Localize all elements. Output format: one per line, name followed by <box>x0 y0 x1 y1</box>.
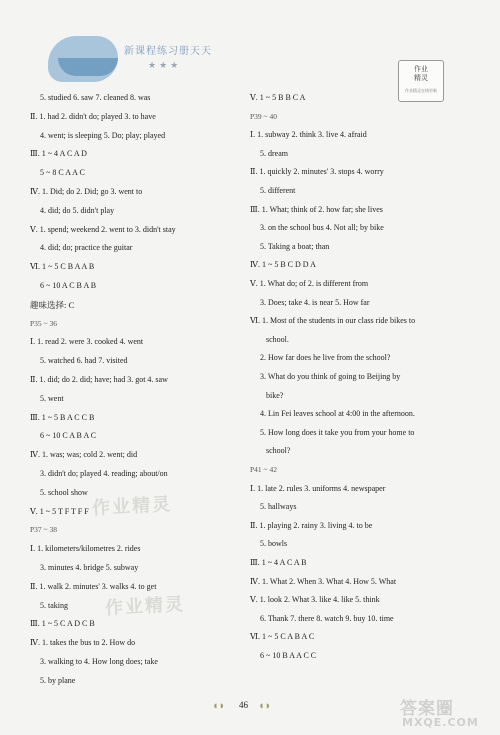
answer-line: school? <box>266 446 291 456</box>
answer-line: 趣味选择: C <box>30 299 75 310</box>
answer-line: 5. different <box>260 186 296 195</box>
answer-line: 6 ~ 10 B A A C C <box>260 651 317 660</box>
banner-title: 新课程练习册天天 <box>124 46 212 57</box>
page-range-label: P39 ~ 40 <box>250 111 277 121</box>
logo-text: 答案圈 <box>400 699 454 719</box>
answer-line: 5. studied 6. saw 7. cleaned 8. was <box>40 93 151 102</box>
answer-line: Ⅰ. 1. late 2. rules 3. uniforms 4. newspaper <box>250 483 386 493</box>
logo-url: MXQE.COM <box>402 716 479 729</box>
answer-line: Ⅴ. 1. look 2. What 3. like 4. like 5. think <box>250 595 380 605</box>
answer-line: 3. Does; take 4. is near 5. How far <box>260 297 370 307</box>
answer-line: Ⅲ. 1. What; think of 2. how far; she lives <box>250 204 383 214</box>
answer-line: Ⅱ. 1. had 2. didn't do; played 3. to have <box>30 111 156 121</box>
wave-decoration-icon <box>58 58 118 76</box>
answer-line: Ⅳ. 1. takes the bus to 2. How do <box>30 638 136 648</box>
answer-line: 5. bowls <box>260 539 288 549</box>
page-range-label: P35 ~ 36 <box>30 318 57 328</box>
answer-line: 3. didn't do; played 4. reading; about/on <box>40 469 168 478</box>
answer-line: Ⅰ. 1. kilometers/kilometres 2. rides <box>30 544 141 554</box>
answer-line: 5 ~ 8 C A A C <box>40 168 85 178</box>
answer-line: school. <box>266 334 289 344</box>
answer-line: 5. by plane <box>40 675 76 685</box>
answer-line: Ⅴ. 1 ~ 5 T F T F F <box>30 506 89 516</box>
answer-line: 6 ~ 10 C A B A C <box>40 431 97 441</box>
badge-line-1: 作业 <box>414 65 428 73</box>
answer-line: 4. Lin Fei leaves school at 4:00 in the afternoon. <box>260 409 415 419</box>
answer-line: 3. What do you think of going to Beijing by <box>260 372 401 381</box>
answer-line: 5. went <box>40 393 64 403</box>
answer-line: 5. hallways <box>260 502 297 512</box>
answer-line: Ⅰ. 1. read 2. were 3. cooked 4. went <box>30 337 144 347</box>
answer-line: 5. school show <box>40 487 88 497</box>
answer-line: 4. did; do; practice the guitar <box>40 243 133 253</box>
answer-line: 4. did; do 5. didn't play <box>40 205 115 215</box>
watermark: 作业精灵 <box>91 493 173 520</box>
answer-line: Ⅰ. 1. subway 2. think 3. live 4. afraid <box>250 130 367 140</box>
answer-line: Ⅵ. 1 ~ 5 C B A A B <box>30 262 95 272</box>
badge-line-2: 精灵 <box>414 74 428 82</box>
page-range-label: P37 ~ 38 <box>30 525 57 535</box>
page-number: 46 <box>239 700 248 710</box>
answer-line: Ⅱ. 1. did; do 2. did; have; had 3. got 4. saw <box>30 375 168 384</box>
fish-icon: ◖◗ <box>258 700 272 712</box>
answer-line: Ⅳ. 1. was; was; cold 2. went; did <box>30 450 138 460</box>
watermark: 作业精灵 <box>104 593 186 620</box>
answer-line: Ⅲ. 1 ~ 4 A C A D <box>30 149 87 159</box>
answer-line: Ⅲ. 1 ~ 4 A C A B <box>250 558 307 567</box>
header-banner <box>48 28 218 88</box>
answer-line: Ⅴ. 1 ~ 5 B B C A <box>250 93 306 102</box>
answer-line: 3. on the school bus 4. Not all; by bike <box>260 223 384 233</box>
answer-line: Ⅵ. 1 ~ 5 C A B A C <box>250 632 315 642</box>
answer-line: 6 ~ 10 A C B A B <box>40 281 97 290</box>
answer-line: bike? <box>266 390 284 400</box>
fish-icon: ◖◗ <box>212 700 226 712</box>
answer-line: Ⅴ. 1. spend; weekend 2. went to 3. didn't stay <box>30 224 176 234</box>
homework-badge <box>398 60 444 102</box>
answer-line: 3. walking to 4. How long does; take <box>40 657 158 666</box>
answer-line: 2. How far does he live from the school? <box>260 353 391 363</box>
answer-line: 5. watched 6. had 7. visited <box>40 356 128 366</box>
answer-line: Ⅲ. 1 ~ 5 B A C C B <box>30 412 95 422</box>
answer-line: 5. taking <box>40 600 68 610</box>
answer-line: Ⅳ. 1. Did; do 2. Did; go 3. went to <box>30 187 143 196</box>
answer-line: Ⅴ. 1. What do; of 2. is different from <box>250 279 369 288</box>
answer-line: Ⅳ. 1. What 2. When 3. What 4. How 5. What <box>250 576 397 586</box>
answer-line: 6. Thank 7. there 8. watch 9. buy 10. time <box>260 613 394 623</box>
answer-line: 4. went; is sleeping 5. Do; play; played <box>40 130 166 140</box>
badge-subtitle: 作业精灵在线更新 <box>405 88 437 93</box>
answer-line: Ⅱ. 1. walk 2. minutes' 3. walks 4. to get <box>30 581 157 591</box>
page-range-label: P41 ~ 42 <box>250 465 277 474</box>
answer-line: 5. dream <box>260 148 288 158</box>
answer-line: Ⅲ. 1 ~ 5 C A D C B <box>30 619 95 629</box>
site-logo <box>400 694 494 732</box>
answer-line: 5. Taking a boat; than <box>260 241 330 251</box>
answer-line: Ⅵ. 1. Most of the students in our class ride bikes to <box>250 316 416 326</box>
stars-icon: ★★★ <box>148 60 182 70</box>
answer-line: 3. minutes 4. bridge 5. subway <box>40 563 139 572</box>
answer-line: Ⅳ. 1 ~ 5 B C D D A <box>250 260 316 270</box>
answer-line: 5. How long does it take you from your home to <box>260 427 415 437</box>
answer-line: Ⅱ. 1. quickly 2. minutes' 3. stops 4. worry <box>250 167 384 177</box>
answer-line: Ⅱ. 1. playing 2. rainy 3. living 4. to be <box>250 520 373 530</box>
